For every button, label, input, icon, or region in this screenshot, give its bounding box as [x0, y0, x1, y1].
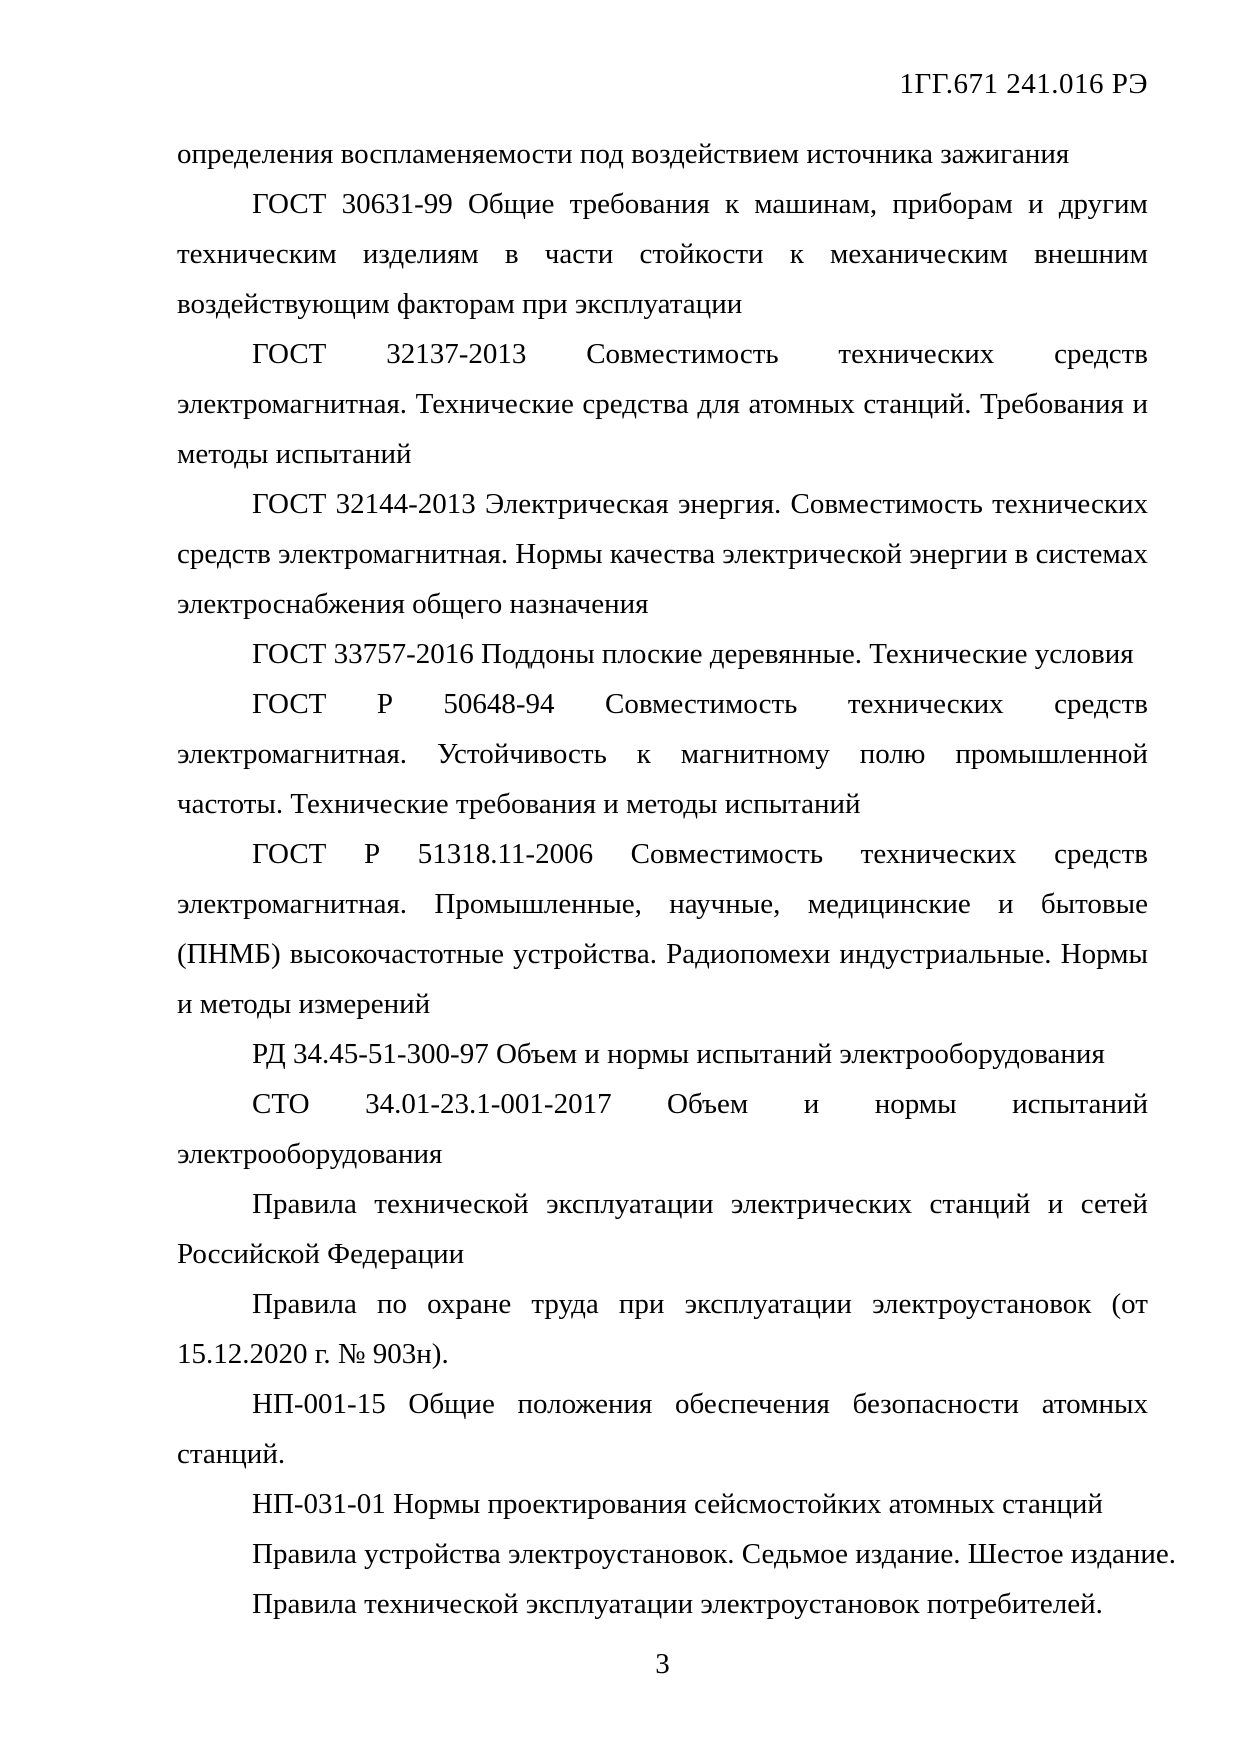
text-line: РД 34.45-51-300-97 Объем и нормы испытаний электрооборудования	[252, 1038, 1105, 1070]
word: технической	[374, 1188, 529, 1220]
word: нормы	[874, 1088, 957, 1120]
word: Совместимость	[790, 488, 983, 520]
text-line: воздействующим факторам при эксплуатации	[177, 288, 743, 320]
word: научные,	[669, 888, 781, 920]
word: атомных	[1041, 1388, 1148, 1420]
word: приборам	[892, 188, 1013, 220]
word: средств	[177, 538, 271, 570]
word: средств	[1054, 338, 1148, 370]
word: Нормы	[515, 538, 603, 570]
word: ГОСТ	[252, 488, 327, 520]
text-line	[177, 829, 1148, 879]
text-line	[177, 1079, 1148, 1129]
word: технических	[838, 338, 995, 370]
word: СТО	[252, 1088, 310, 1120]
word: качества	[609, 538, 716, 570]
word: другим	[1058, 188, 1148, 220]
text-line	[177, 329, 1148, 379]
word: техническим	[177, 238, 337, 270]
text-line	[177, 929, 1148, 979]
text-line: методы испытаний	[177, 438, 412, 470]
word: 32144-2013	[335, 488, 476, 520]
word: Устойчивость	[437, 738, 607, 770]
text-line	[177, 479, 1148, 529]
word: к	[724, 188, 740, 220]
word: стойкости	[639, 238, 764, 270]
word: средств	[1054, 838, 1148, 870]
word: и	[1047, 1188, 1064, 1220]
word: Радиопомехи	[666, 938, 831, 970]
text-line: НП-031-01 Нормы проектирования сейсмостойких атомных станций	[252, 1488, 1103, 1520]
word: для	[697, 388, 740, 420]
word: станций	[929, 1188, 1031, 1220]
word: (ПНМБ)	[177, 938, 281, 970]
text-line: электрооборудования	[177, 1138, 443, 1170]
word: требования	[569, 188, 710, 220]
word: ГОСТ	[252, 338, 327, 370]
word: изделиям	[362, 238, 479, 270]
word: Общие	[467, 188, 555, 220]
word: технических	[860, 838, 1017, 870]
word: эксплуатации	[546, 1188, 714, 1220]
word: (от	[1111, 1288, 1148, 1320]
word: энергии	[909, 538, 1008, 570]
word: испытаний	[1012, 1088, 1148, 1120]
word: бытовые	[1040, 888, 1148, 920]
text-line: частоты. Технические требования и методы испытаний	[177, 788, 861, 820]
word: технических	[992, 488, 1148, 520]
text-line	[177, 179, 1148, 229]
word: электромагнитная.	[278, 538, 509, 570]
word: механическим	[830, 238, 1008, 270]
word: и	[803, 1088, 820, 1120]
word: ГОСТ	[252, 188, 327, 220]
word: положения	[517, 1388, 653, 1420]
word: средства	[582, 388, 689, 420]
word: Правила	[252, 1288, 357, 1320]
word: электромагнитная.	[177, 388, 408, 420]
word: ГОСТ	[252, 838, 327, 870]
word: обеспечения	[675, 1388, 830, 1420]
word: 51318.11-2006	[417, 838, 594, 870]
word: индустриальные.	[839, 938, 1052, 970]
word: устройства.	[513, 938, 657, 970]
word: электромагнитная.	[177, 888, 408, 920]
word: Р	[376, 688, 393, 720]
text-line: станций.	[177, 1438, 286, 1470]
page-number: 3	[655, 1648, 670, 1680]
text-line	[177, 1379, 1148, 1429]
text-line	[177, 729, 1148, 779]
word: технических	[847, 688, 1004, 720]
word: Совместимость	[630, 838, 824, 870]
text-line: определения воспламеняемости под воздействием источника зажигания	[177, 138, 1070, 170]
word: по	[377, 1288, 408, 1320]
word: электроустановок	[872, 1288, 1092, 1320]
text-line: Правила технической эксплуатации электроустановок потребителей.	[252, 1588, 1103, 1620]
word: части	[544, 238, 614, 270]
word: системах	[1035, 538, 1148, 570]
word: Совместимость	[604, 688, 798, 720]
word: к	[789, 238, 804, 270]
word: и	[1132, 388, 1148, 420]
word: эксплуатации	[684, 1288, 852, 1320]
document-code-header: 1ГГ.671 241.016 РЭ	[899, 68, 1148, 100]
word: Объем	[667, 1088, 749, 1120]
word: медицинские	[807, 888, 971, 920]
word: при	[618, 1288, 665, 1320]
text-line: 15.12.2020 г. № 903н).	[177, 1338, 449, 1370]
word: промышленной	[955, 738, 1148, 770]
word: охране	[427, 1288, 512, 1320]
text-line: Правила устройства электроустановок. Седьмое издание. Шестое издание.	[252, 1538, 1176, 1570]
word: станций.	[863, 388, 972, 420]
word: труда	[531, 1288, 599, 1320]
word: Общие	[408, 1388, 495, 1420]
word: энергия.	[677, 488, 782, 520]
text-line: электроснабжения общего назначения	[177, 588, 649, 620]
text-line	[177, 679, 1148, 729]
word: атомных	[748, 388, 855, 420]
document-text-body	[177, 129, 1176, 1629]
word: ГОСТ	[252, 688, 327, 720]
word: Промышленные,	[434, 888, 642, 920]
word: НП-001-15	[252, 1388, 386, 1420]
word: к	[636, 738, 651, 770]
word: машинам,	[754, 188, 878, 220]
word: в	[1014, 538, 1029, 570]
word: внешним	[1034, 238, 1148, 270]
word: полю	[859, 738, 926, 770]
text-line: ГОСТ 33757-2016 Поддоны плоские деревянные. Технические условия	[252, 638, 1134, 670]
text-line: Российской Федерации	[177, 1238, 465, 1270]
word: средств	[1054, 688, 1148, 720]
word: Совместимость	[586, 338, 779, 370]
word: 32137-2013	[386, 338, 527, 370]
word: 50648-94	[443, 688, 555, 720]
text-line	[177, 529, 1148, 579]
word: 30631-99	[341, 188, 453, 220]
word: и	[998, 888, 1014, 920]
word: Электрическая	[484, 488, 669, 520]
word: высокочастотные	[289, 938, 504, 970]
word: Технические	[415, 388, 574, 420]
word: сетей	[1080, 1188, 1148, 1220]
word: магнитному	[680, 738, 830, 770]
text-line	[177, 879, 1148, 929]
word: Требования	[980, 388, 1124, 420]
word: электрических	[730, 1188, 913, 1220]
word: в	[504, 238, 519, 270]
text-line	[177, 1179, 1148, 1229]
text-line	[177, 229, 1148, 279]
word: Р	[364, 838, 381, 870]
word: электрической	[722, 538, 903, 570]
word: Нормы	[1060, 938, 1148, 970]
text-line: и методы измерений	[177, 988, 431, 1020]
text-line	[177, 379, 1148, 429]
text-line	[177, 1279, 1148, 1329]
word: электромагнитная.	[177, 738, 408, 770]
word: Правила	[252, 1188, 357, 1220]
word: безопасности	[852, 1388, 1020, 1420]
word: 34.01-23.1-001-2017	[365, 1088, 612, 1120]
word: и	[1028, 188, 1044, 220]
